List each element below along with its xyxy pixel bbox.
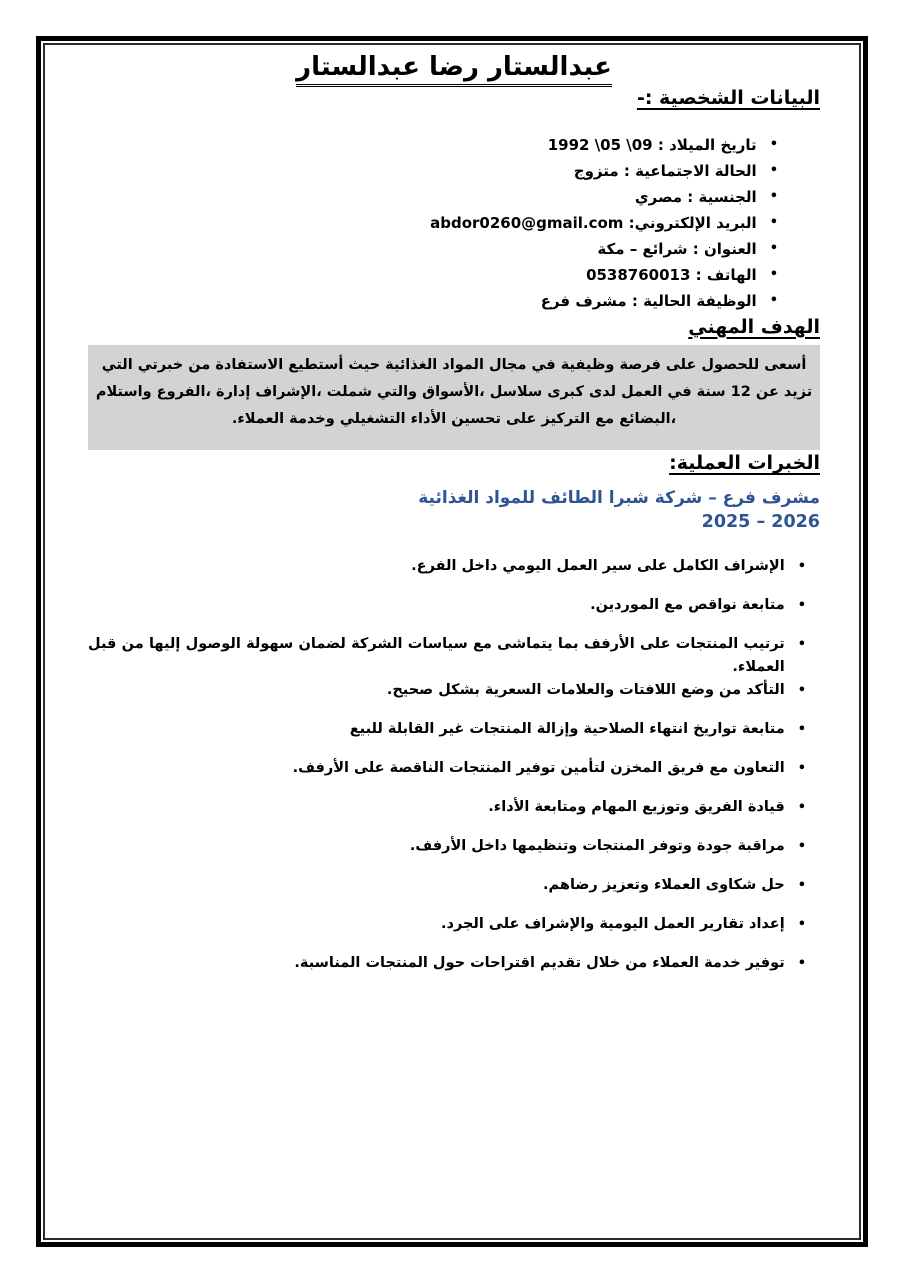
duty-text: التأكد من وضع اللافتات والعلامات السعرية بشكل صحيح. [386, 681, 785, 698]
objective-section-heading: الهدف المهني [688, 315, 820, 338]
bullet-dot-icon: • [797, 799, 806, 815]
personal-item-text: الهاتف : 0538760013 [586, 265, 757, 284]
duty-item [88, 594, 806, 617]
bullet-dot-icon: • [769, 162, 778, 178]
job-period-years: 2025 – 2026 [701, 511, 820, 532]
objective-text: أسعى للحصول على فرصة وظيفية في مجال المواد الغذائية حيث أستطيع الاستفادة من خبرتي التي تزيد عن 12 سنة في العمل لدى كبرى سلاسل ،الأسواق والتي شملت ،الإشراف إدارة ،الفروع واستلام ،البضائع مع التركيز على تحسين الأداء التشغيلي وخدمة العملاء. [95, 357, 813, 428]
duty-item [88, 796, 806, 819]
duty-text: إعداد تقارير العمل اليومية والإشراف على الجرد. [441, 915, 785, 932]
duty-item [88, 952, 806, 975]
resume-title [88, 50, 820, 85]
bullet-dot-icon: • [769, 136, 778, 152]
bullet-dot-icon: • [769, 266, 778, 282]
personal-item-text: الجنسية : مصري [634, 187, 757, 206]
duty-item [88, 718, 806, 741]
duty-item [88, 757, 806, 780]
duty-item [88, 633, 806, 679]
duty-text: الإشراف الكامل على سير العمل اليومي داخل الفرع. [411, 557, 785, 574]
duty-item [88, 679, 806, 702]
duty-text: حل شكاوى العملاء وتعزيز رضاهم. [543, 876, 785, 893]
bullet-dot-icon: • [797, 636, 806, 652]
personal-item-text: الحالة الاجتماعية : متزوج [573, 161, 757, 180]
duty-text: متابعة تواريخ انتهاء الصلاحية وإزالة المنتجات غير القابلة للبيع [349, 720, 785, 737]
bullet-dot-icon: • [797, 838, 806, 854]
personal-item-text: تاريخ الميلاد : 09\ 05\ 1992 [547, 135, 757, 154]
bullet-dot-icon: • [797, 877, 806, 893]
personal-item-text: الوظيفة الحالية : مشرف فرع [540, 291, 757, 310]
bullet-dot-icon: • [797, 955, 806, 971]
personal-item-address [88, 236, 778, 262]
job-title-company: مشرف فرع – شركة شبرا الطائف للمواد الغذائية [418, 487, 820, 508]
duty-item [88, 874, 806, 897]
bullet-dot-icon: • [797, 558, 806, 574]
duty-text: متابعة نواقص مع الموردين. [590, 596, 785, 613]
duty-item [88, 555, 806, 578]
objective-highlighted-paragraph [88, 345, 820, 450]
duty-text: قيادة الفريق وتوزيع المهام ومتابعة الأداء. [488, 798, 785, 815]
duty-text: التعاون مع فريق المخزن لتأمين توفير المنتجات الناقصة على الأرفف. [292, 759, 785, 776]
personal-info-list [88, 132, 820, 314]
personal-item-nationality [88, 184, 778, 210]
bullet-dot-icon: • [797, 597, 806, 613]
bullet-dot-icon: • [797, 760, 806, 776]
bullet-dot-icon: • [797, 721, 806, 737]
job-period [88, 510, 820, 534]
duty-item [88, 913, 806, 936]
personal-section-heading: البيانات الشخصية :- [636, 87, 820, 110]
duty-text: ترتيب المنتجات على الأرفف بما يتماشى مع سياسات الشركة لضمان سهولة الوصول إليها من قبل العملاء. [88, 635, 785, 675]
personal-item-current-job [88, 288, 778, 314]
duties-list [88, 555, 820, 975]
personal-item-text: البريد الإلكتروني: abdor0260@gmail.com [430, 213, 757, 232]
bullet-dot-icon: • [769, 188, 778, 204]
duty-text: مراقبة جودة وتوفر المنتجات وتنظيمها داخل الأرفف. [409, 837, 785, 854]
duty-item [88, 835, 806, 858]
resume-name: عبدالستار رضا عبدالستار [296, 52, 612, 87]
personal-item-birthdate [88, 132, 778, 158]
personal-item-text: العنوان : شرائع – مكة [597, 239, 757, 258]
bullet-dot-icon: • [769, 214, 778, 230]
personal-item-email [88, 210, 778, 236]
duty-text: توفير خدمة العملاء من خلال تقديم اقتراحات حول المنتجات المناسبة. [294, 954, 785, 971]
personal-item-phone [88, 262, 778, 288]
personal-item-marital-status [88, 158, 778, 184]
bullet-dot-icon: • [769, 240, 778, 256]
experience-section-heading: الخبرات العملية: [669, 452, 820, 475]
bullet-dot-icon: • [769, 292, 778, 308]
bullet-dot-icon: • [797, 916, 806, 932]
bullet-dot-icon: • [797, 682, 806, 698]
